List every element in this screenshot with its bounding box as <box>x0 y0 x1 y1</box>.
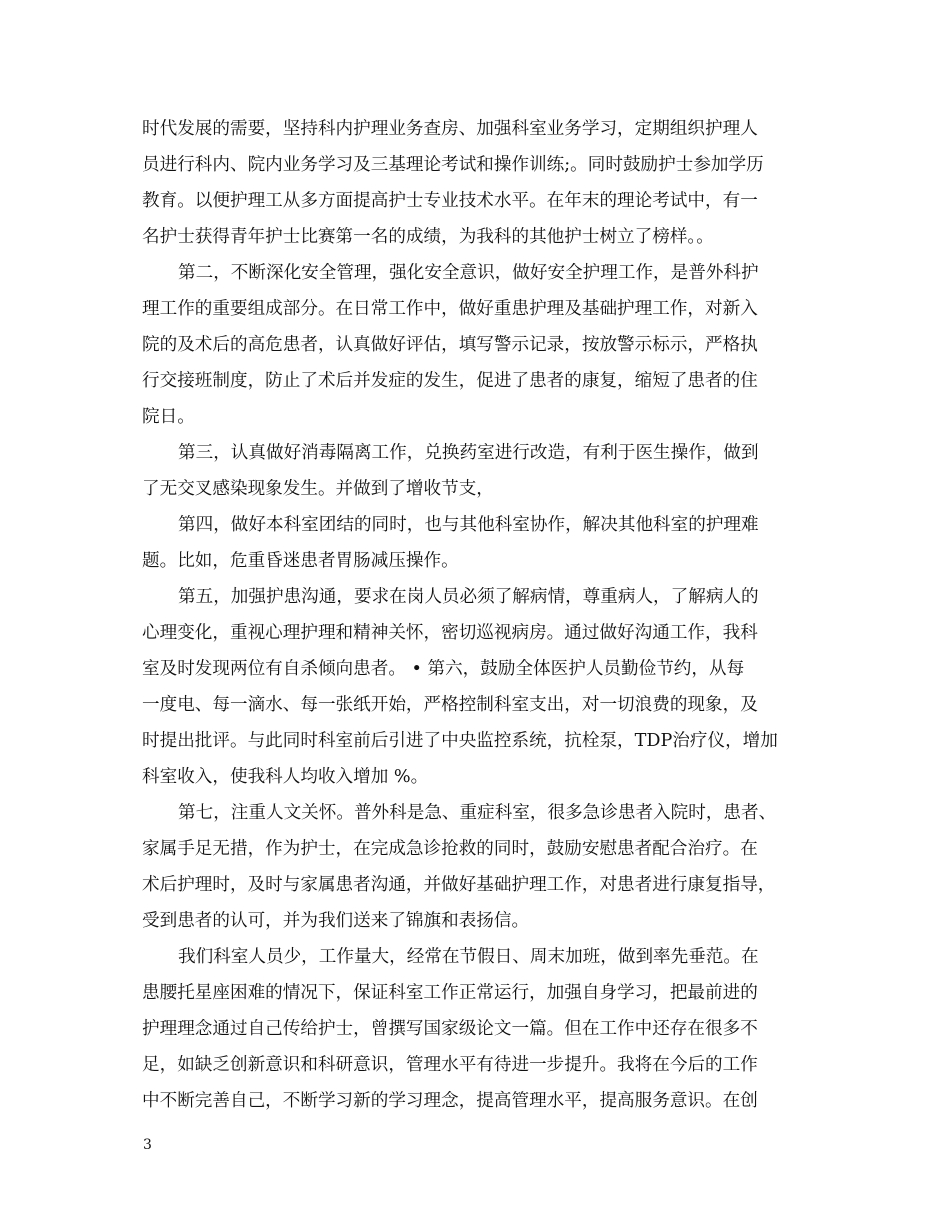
paragraph-start-line: 第四，做好本科室团结的同时，也与其他科室协作，解决其他科室的护理难 <box>178 515 759 535</box>
text-line: 一度电、每一滴水、每一张纸开始，严格控制科室支出，对一切浪费的现象，及 <box>142 695 758 715</box>
text-line: 教育。以便护理工从多方面提高护士专业技术水平。在年末的理论考试中，有一 <box>142 191 758 211</box>
text-line: 术后护理时，及时与家属患者沟通，并做好基础护理工作，对患者进行康复指导， <box>142 875 776 895</box>
text-line: 心理变化，重视心理护理和精神关怀，密切巡视病房。通过做好沟通工作，我科 <box>142 623 758 643</box>
paragraph-start-line: 第五，加强护患沟通，要求在岗人员必须了解病情，尊重病人，了解病人的 <box>178 587 759 607</box>
text-line: 中不断完善自己，不断学习新的学习理念，提高管理水平，提高服务意识。在创 <box>142 1091 758 1111</box>
text-line: 员进行科内、院内业务学习及三基理论考试和操作训练;。同时鼓励护士参加学历 <box>142 155 764 175</box>
text-line: 院日。 <box>142 407 195 427</box>
text-line: 受到患者的认可，并为我们送来了锦旗和表扬信。 <box>142 911 530 931</box>
text-line: 室及时发现两位有自杀倾向患者。 • 第六，鼓励全体医护人员勤俭节约，从每 <box>142 659 745 679</box>
text-line: 家属手足无措，作为护士，在完成急诊抢救的同时，鼓励安慰患者配合治疗。在 <box>142 839 758 859</box>
text-line: 题。比如，危重昏迷患者胃肠减压操作。 <box>142 551 459 571</box>
text-line: 理工作的重要组成部分。在日常工作中，做好重患护理及基础护理工作，对新入 <box>142 299 758 319</box>
paragraph-start-line: 第七，注重人文关怀。普外科是急、重症科室，很多急诊患者入院时，患者、 <box>178 803 777 823</box>
text-line: 院的及术后的高危患者，认真做好评估，填写警示记录，按放警示标示，严格执 <box>142 335 758 355</box>
text-line: 行交接班制度，防止了术后并发症的发生，促进了患者的康复，缩短了患者的住 <box>142 371 758 391</box>
text-line: 护理理念通过自己传给护士，曾撰写国家级论文一篇。但在工作中还存在很多不 <box>142 1019 758 1039</box>
text-line: 名护士获得青年护士比赛第一名的成绩，为我科的其他护士树立了榜样。。 <box>142 227 714 247</box>
paragraph-start-line: 我们科室人员少，工作量大，经常在节假日、周末加班，做到率先垂范。在 <box>178 947 759 967</box>
text-line: 时代发展的需要，坚持科内护理业务查房、加强科室业务学习，定期组织护理人 <box>142 119 758 139</box>
text-line: 患腰托星座困难的情况下，保证科室工作正常运行，加强自身学习，把最前进的 <box>142 983 758 1003</box>
text-line: 足，如缺乏创新意识和科研意识，管理水平有待进一步提升。我将在今后的工作 <box>142 1055 758 1075</box>
page-number: 3 <box>143 1137 152 1153</box>
text-line: 科室收入，使我科人均收入增加 %。 <box>142 767 429 787</box>
paragraph-start-line: 第二，不断深化安全管理，强化安全意识，做好安全护理工作，是普外科护 <box>178 263 759 283</box>
paragraph-start-line: 第三，认真做好消毒隔离工作，兑换药室进行改造，有利于医生操作，做到 <box>178 443 759 463</box>
text-line: 时提出批评。与此同时科室前后引进了中央监控系统，抗栓泵，TDP治疗仪，增加 <box>142 731 778 751</box>
text-line: 了无交叉感染现象发生。并做到了增收节支， <box>142 479 494 499</box>
